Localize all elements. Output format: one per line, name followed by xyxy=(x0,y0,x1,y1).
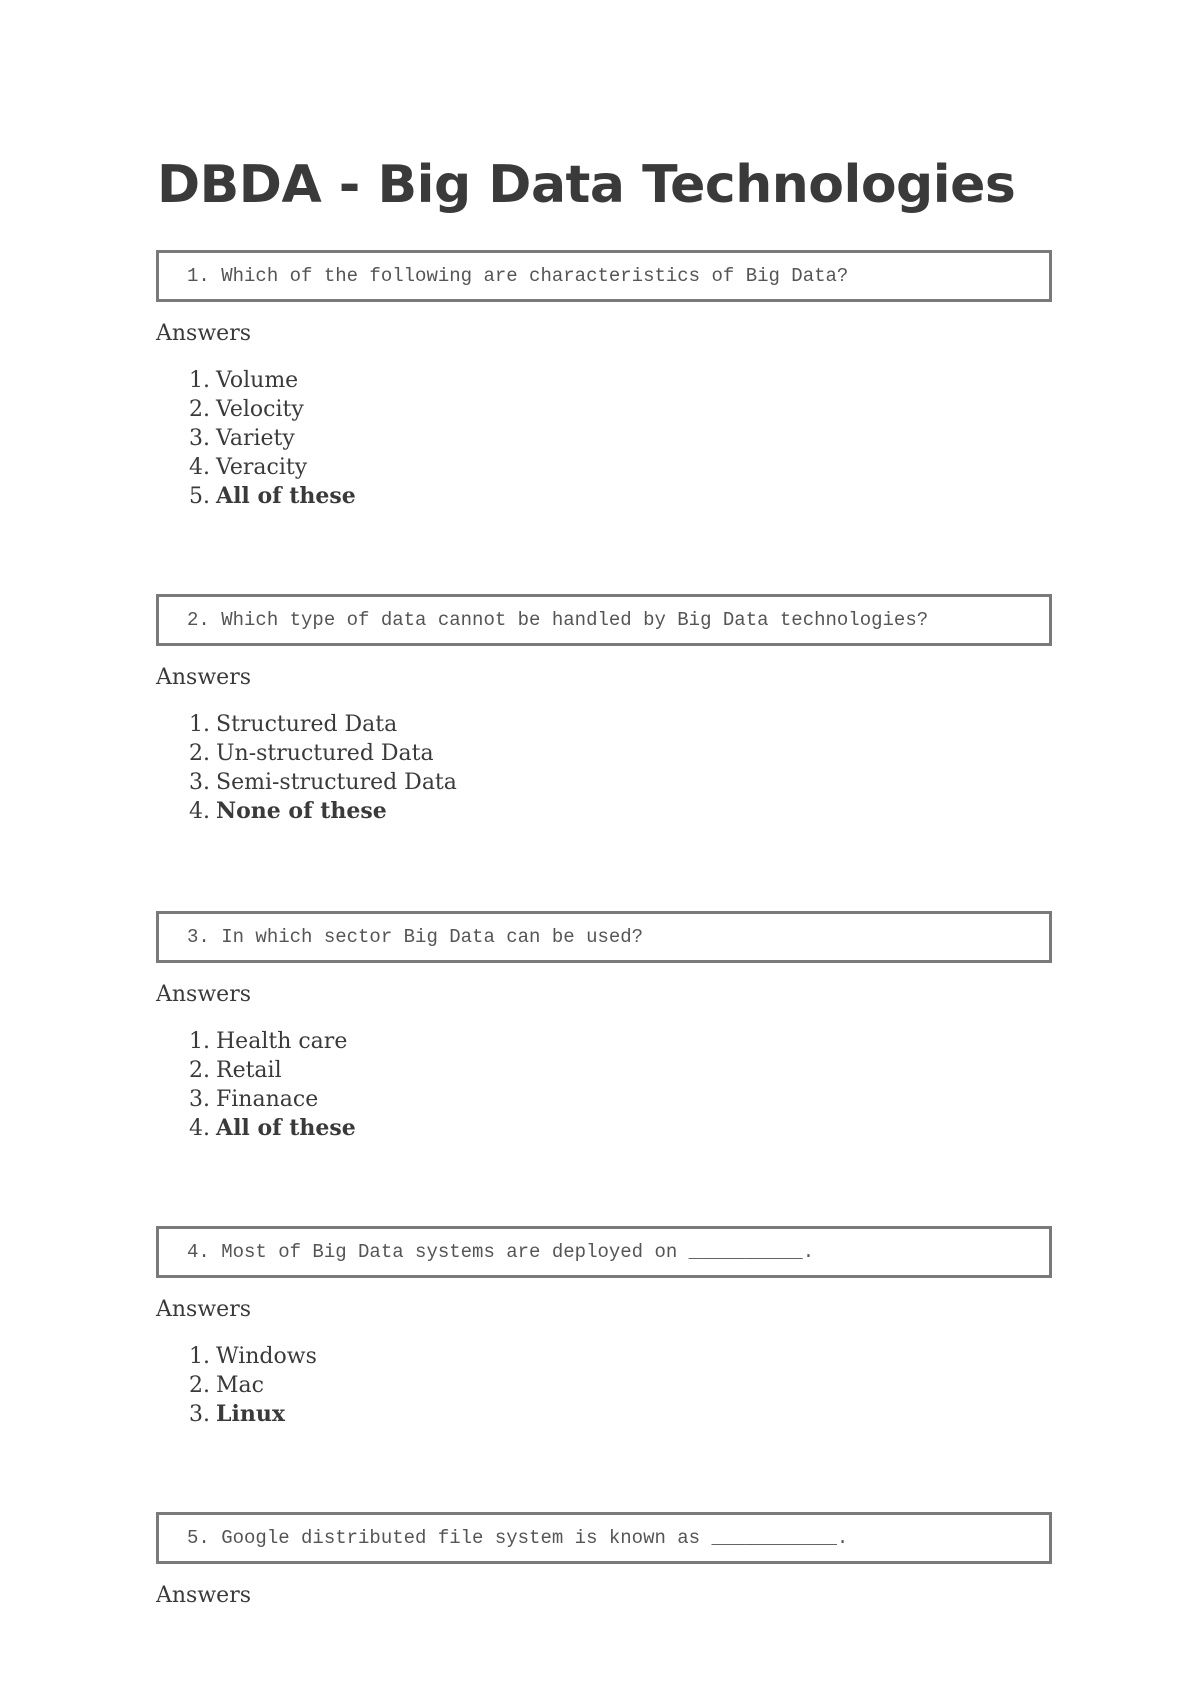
answers-list xyxy=(156,1027,356,1143)
question-box: 4. Most of Big Data systems are deployed on __________. xyxy=(156,1226,1052,1278)
answer-text: Health care xyxy=(216,1029,348,1054)
answer-number: 3. xyxy=(189,1087,210,1112)
answers-list xyxy=(156,366,356,511)
answers-label: Answers xyxy=(156,665,252,690)
answer-item xyxy=(156,1371,317,1400)
question-box: 2. Which type of data cannot be handled by Big Data technologies? xyxy=(156,594,1052,646)
page-title: DBDA - Big Data Technologies xyxy=(157,155,1016,215)
answer-number: 4. xyxy=(189,455,210,480)
question-block-1 xyxy=(156,250,1052,509)
answer-text: Semi-structured Data xyxy=(216,770,457,795)
answer-text-correct: All of these xyxy=(216,1115,356,1141)
question-box: 3. In which sector Big Data can be used? xyxy=(156,911,1052,963)
answer-item xyxy=(156,453,356,482)
answer-item xyxy=(156,710,457,739)
answers-list xyxy=(156,710,457,826)
answer-text: Windows xyxy=(216,1344,317,1369)
answer-text: Variety xyxy=(216,426,295,451)
question-block-2 xyxy=(156,594,1052,824)
answer-item xyxy=(156,1085,356,1114)
answer-text: Finanace xyxy=(216,1087,319,1112)
answer-item xyxy=(156,395,356,424)
answer-number: 1. xyxy=(189,712,210,737)
answer-number: 1. xyxy=(189,1029,210,1054)
answer-number: 3. xyxy=(189,426,210,451)
answer-item xyxy=(156,1342,317,1371)
answer-number: 2. xyxy=(189,1373,210,1398)
answer-number: 1. xyxy=(189,368,210,393)
answers-label: Answers xyxy=(156,1583,252,1608)
answer-item-correct xyxy=(156,482,356,511)
answer-text: Velocity xyxy=(216,397,304,422)
question-box: 1. Which of the following are characteristics of Big Data? xyxy=(156,250,1052,302)
question-block-4 xyxy=(156,1226,1052,1427)
question-block-3 xyxy=(156,911,1052,1141)
answer-item xyxy=(156,1027,356,1056)
answer-item-correct xyxy=(156,1400,317,1429)
answer-item-correct xyxy=(156,797,457,826)
answer-number: 1. xyxy=(189,1344,210,1369)
answer-number: 4. xyxy=(189,799,210,824)
answer-text: Retail xyxy=(216,1058,282,1083)
answers-list xyxy=(156,1342,317,1429)
answer-text: Un-structured Data xyxy=(216,741,434,766)
answer-number: 3. xyxy=(189,770,210,795)
answer-item xyxy=(156,768,457,797)
answer-text-correct: None of these xyxy=(216,798,387,824)
answer-number: 2. xyxy=(189,741,210,766)
answer-number: 2. xyxy=(189,397,210,422)
answer-number: 3. xyxy=(189,1402,210,1427)
answer-item-correct xyxy=(156,1114,356,1143)
answers-label: Answers xyxy=(156,321,252,346)
answers-label: Answers xyxy=(156,982,252,1007)
answer-text: Veracity xyxy=(216,455,308,480)
answer-text-correct: All of these xyxy=(216,483,356,509)
answer-item xyxy=(156,1056,356,1085)
answer-item xyxy=(156,424,356,453)
answer-item xyxy=(156,739,457,768)
answer-text-correct: Linux xyxy=(216,1401,285,1427)
answer-number: 2. xyxy=(189,1058,210,1083)
answer-number: 5. xyxy=(189,484,210,509)
answer-item xyxy=(156,366,356,395)
answer-text: Structured Data xyxy=(216,712,398,737)
answers-label: Answers xyxy=(156,1297,252,1322)
question-box: 5. Google distributed file system is known as ___________. xyxy=(156,1512,1052,1564)
question-block-5 xyxy=(156,1512,1052,1608)
answer-text: Mac xyxy=(216,1373,264,1398)
answer-number: 4. xyxy=(189,1116,210,1141)
answer-text: Volume xyxy=(216,368,299,393)
